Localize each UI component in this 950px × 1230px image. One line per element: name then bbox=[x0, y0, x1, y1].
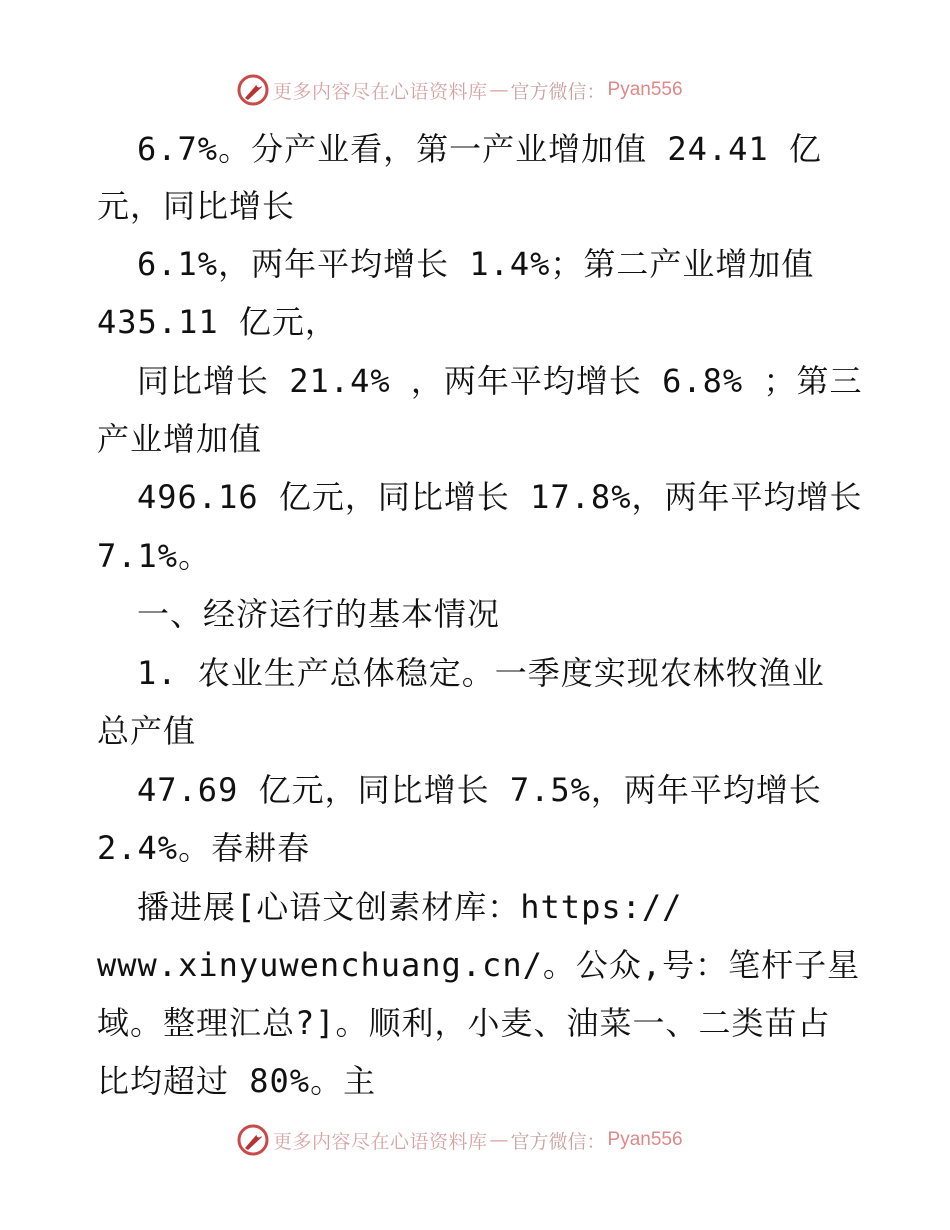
banner-separator: — bbox=[489, 1129, 509, 1151]
header-watermark-banner bbox=[236, 73, 683, 107]
body-line: 47.69 亿元，同比增长 7.5%，两年平均增长 bbox=[137, 771, 822, 809]
body-line: 域。整理汇总?]。顺利，小麦、油菜一、二类苗占 bbox=[97, 1004, 831, 1042]
banner-separator: — bbox=[489, 79, 509, 101]
body-line: 同比增长 21.4% ，两年平均增长 6.8% ；第三 bbox=[137, 362, 863, 400]
banner-text: 更多内容尽在心语资料库 bbox=[273, 80, 488, 103]
footer-watermark-banner bbox=[236, 1123, 683, 1157]
banner-wechat-label: 官方微信： bbox=[510, 80, 606, 103]
body-line: 总产值 bbox=[97, 712, 197, 750]
body-line: 播进展[心语文创素材库：https:// bbox=[137, 888, 683, 926]
body-line: 6.1%，两年平均增长 1.4%；第二产业增加值 bbox=[137, 245, 815, 283]
body-line: 比均超过 80%。主 bbox=[97, 1062, 377, 1100]
banner-wechat-label: 官方微信： bbox=[510, 1130, 606, 1153]
body-line: 2.4%。春耕春 bbox=[97, 829, 311, 867]
body-line: 1. 农业生产总体稳定。一季度实现农林牧渔业 bbox=[137, 654, 825, 692]
banner-wechat-id: Pyan556 bbox=[607, 79, 683, 100]
body-line: 元，同比增长 bbox=[97, 187, 296, 225]
banner-text: 更多内容尽在心语资料库 bbox=[273, 1130, 488, 1153]
body-line: 435.11 亿元， bbox=[97, 303, 338, 341]
body-line: 6.7%。分产业看，第一产业增加值 24.41 亿 bbox=[137, 130, 822, 168]
body-line: 496.16 亿元，同比增长 17.8%，两年平均增长 bbox=[137, 478, 863, 516]
body-line: 产业增加值 bbox=[97, 420, 263, 458]
section-heading: 一、经济运行的基本情况 bbox=[137, 595, 501, 633]
pen-nib-circle-icon bbox=[236, 73, 270, 107]
body-line: www.xinyuwenchuang.cn/。公众,号：笔杆子星 bbox=[97, 946, 861, 984]
pen-nib-circle-icon bbox=[236, 1123, 270, 1157]
banner-wechat-id: Pyan556 bbox=[607, 1129, 683, 1150]
body-line: 7.1%。 bbox=[97, 537, 212, 575]
